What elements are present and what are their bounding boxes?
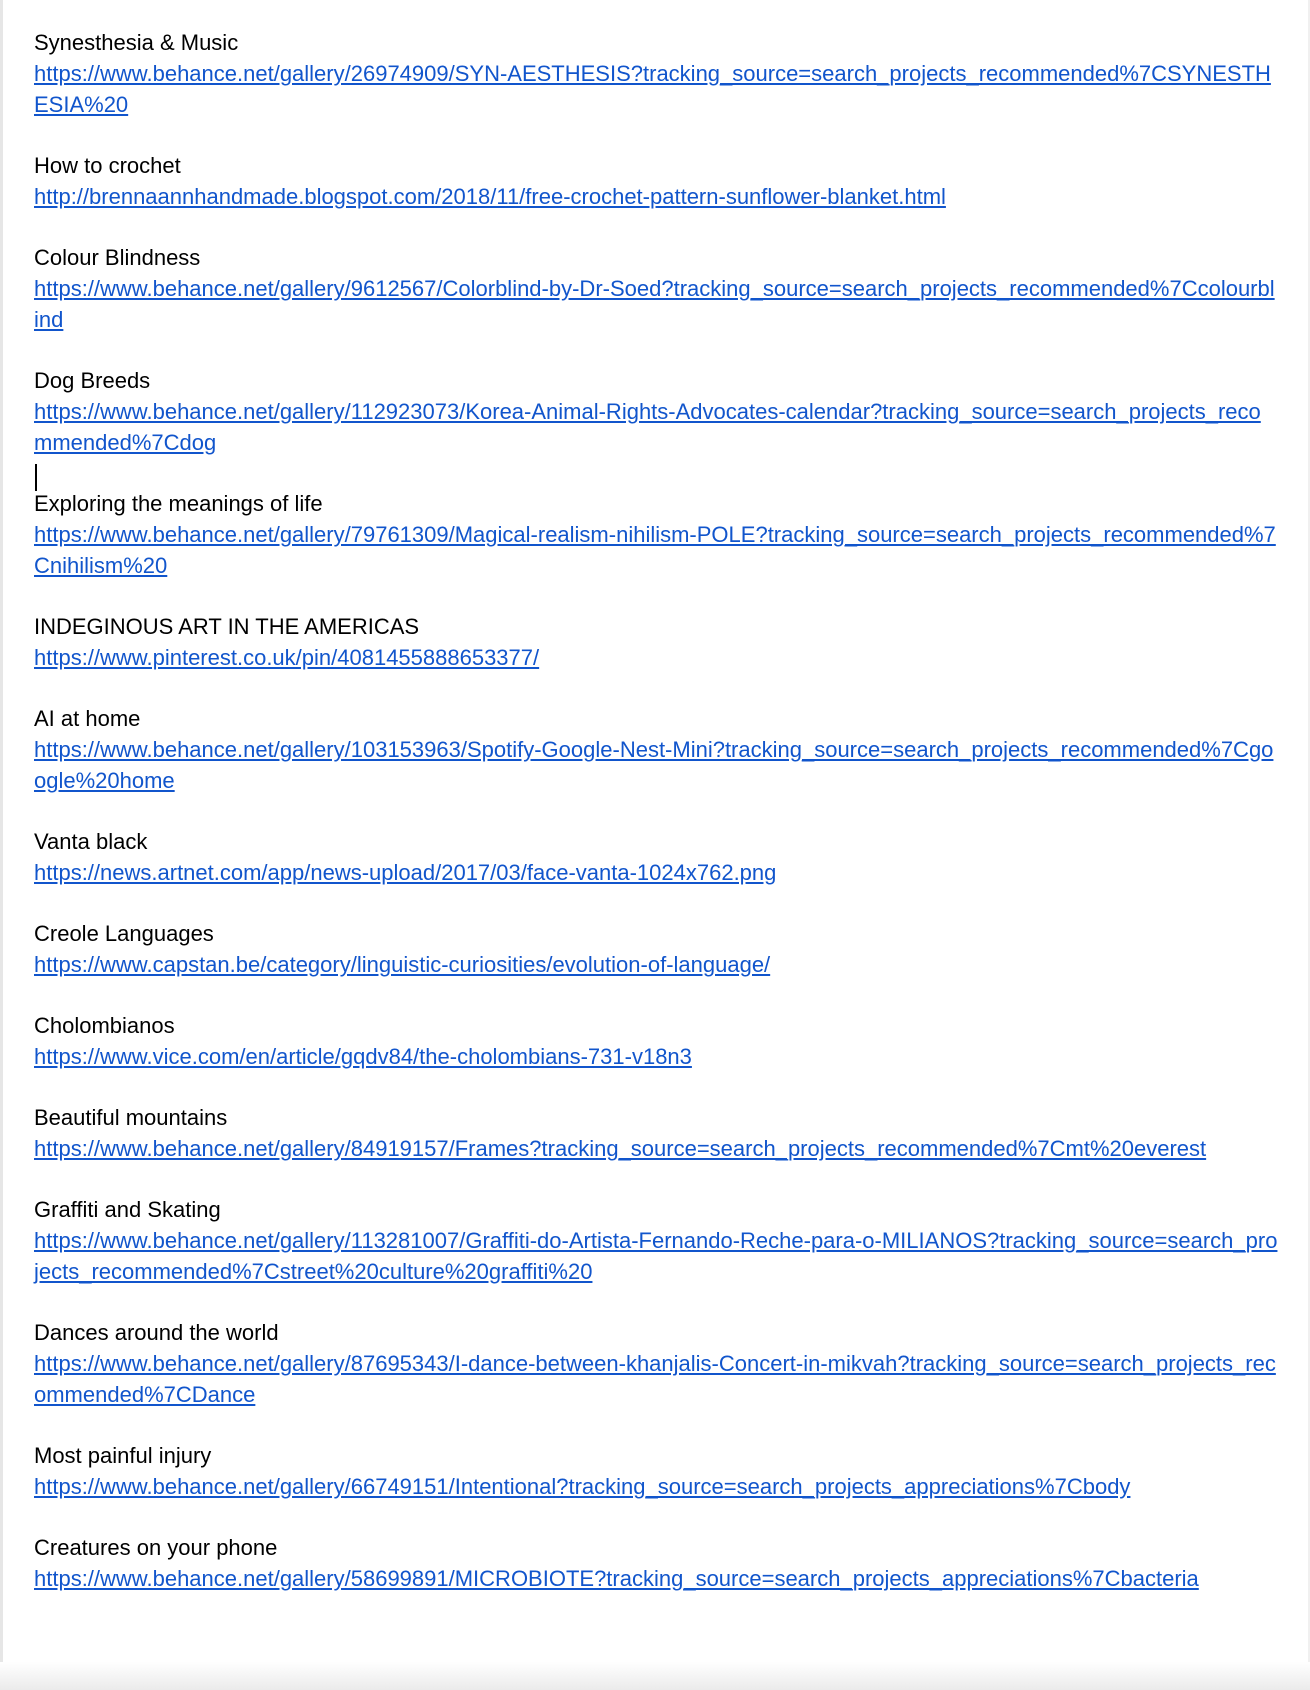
entry-creatures-phone — [34, 1532, 1278, 1594]
entry-title: INDEGINOUS ART IN THE AMERICAS — [34, 614, 420, 639]
entry-indigenous-art — [34, 611, 1278, 673]
entry-title: Most painful injury — [34, 1443, 212, 1468]
entry-cholombianos — [34, 1010, 1278, 1072]
entry-link[interactable]: https://news.artnet.com/app/news-upload/2017/03/face-vanta-1024x762.png — [34, 860, 777, 885]
entry-title: Dances around the world — [34, 1320, 279, 1345]
entry-title: Synesthesia & Music — [34, 30, 239, 55]
window-bottom-shadow — [0, 1662, 1310, 1690]
entry-link[interactable]: https://www.behance.net/gallery/113281007/Graffiti-do-Artista-Fernando-Reche-para-o-MILIANOS?tracking_source=search_projects_recommended%7Cstreet%20culture%20graffiti%20 — [34, 1228, 1278, 1284]
entry-link[interactable]: https://www.behance.net/gallery/26974909/SYN-AESTHESIS?tracking_source=search_projects_recommended%7CSYNESTHESIA%20 — [34, 61, 1271, 117]
entry-title: Vanta black — [34, 829, 148, 854]
entry-title: AI at home — [34, 706, 141, 731]
entry-graffiti-skating — [34, 1194, 1278, 1287]
entry-link[interactable]: https://www.capstan.be/category/linguistic-curiosities/evolution-of-language/ — [34, 952, 771, 977]
entry-dog-breeds — [34, 365, 1278, 458]
entry-vanta-black — [34, 826, 1278, 888]
entry-title: Graffiti and Skating — [34, 1197, 221, 1222]
entry-link[interactable]: https://www.behance.net/gallery/79761309/Magical-realism-nihilism-POLE?tracking_source=search_projects_recommended%7Cnihilism%20 — [34, 522, 1276, 578]
page-left-edge — [0, 0, 3, 1690]
entry-title: How to crochet — [34, 153, 181, 178]
entry-painful-injury — [34, 1440, 1278, 1502]
entry-link[interactable]: https://www.behance.net/gallery/58699891/MICROBIOTE?tracking_source=search_projects_appreciations%7Cbacteria — [34, 1566, 1199, 1591]
entry-link[interactable]: https://www.behance.net/gallery/84919157/Frames?tracking_source=search_projects_recommended%7Cmt%20everest — [34, 1136, 1207, 1161]
entry-dances — [34, 1317, 1278, 1410]
entry-colour-blindness — [34, 242, 1278, 335]
text-cursor — [35, 464, 37, 491]
entry-synesthesia — [34, 27, 1278, 120]
entry-creole-languages — [34, 918, 1278, 980]
entry-link[interactable]: https://www.behance.net/gallery/9612567/Colorblind-by-Dr-Soed?tracking_source=search_projects_recommended%7Ccolourblind — [34, 276, 1275, 332]
entry-title: Cholombianos — [34, 1013, 175, 1038]
entry-link[interactable]: http://brennaannhandmade.blogspot.com/2018/11/free-crochet-pattern-sunflower-blanket.html — [34, 184, 946, 209]
entry-title: Beautiful mountains — [34, 1105, 228, 1130]
entry-ai-at-home — [34, 703, 1278, 796]
entry-title: Creatures on your phone — [34, 1535, 278, 1560]
entry-link[interactable]: https://www.behance.net/gallery/103153963/Spotify-Google-Nest-Mini?tracking_source=search_projects_recommended%7Cgoogle%20home — [34, 737, 1274, 793]
entry-beautiful-mountains — [34, 1102, 1278, 1164]
entry-link[interactable]: https://www.vice.com/en/article/gqdv84/the-cholombians-731-v18n3 — [34, 1044, 692, 1069]
entry-meanings-of-life — [34, 488, 1278, 581]
entry-link[interactable]: https://www.behance.net/gallery/112923073/Korea-Animal-Rights-Advocates-calendar?tracking_source=search_projects_recommended%7Cdog — [34, 399, 1261, 455]
entry-title: Exploring the meanings of life — [34, 491, 323, 516]
entry-link[interactable]: https://www.behance.net/gallery/87695343/I-dance-between-khanjalis-Concert-in-mikvah?tracking_source=search_projects_recommended%7CDance — [34, 1351, 1276, 1407]
document-body[interactable] — [34, 27, 1278, 1624]
entry-title: Colour Blindness — [34, 245, 201, 270]
entry-crochet — [34, 150, 1278, 212]
entry-link[interactable]: https://www.behance.net/gallery/66749151/Intentional?tracking_source=search_projects_appreciations%7Cbody — [34, 1474, 1131, 1499]
entry-title: Dog Breeds — [34, 368, 151, 393]
entry-link[interactable]: https://www.pinterest.co.uk/pin/4081455888653377/ — [34, 645, 540, 670]
entry-title: Creole Languages — [34, 921, 214, 946]
